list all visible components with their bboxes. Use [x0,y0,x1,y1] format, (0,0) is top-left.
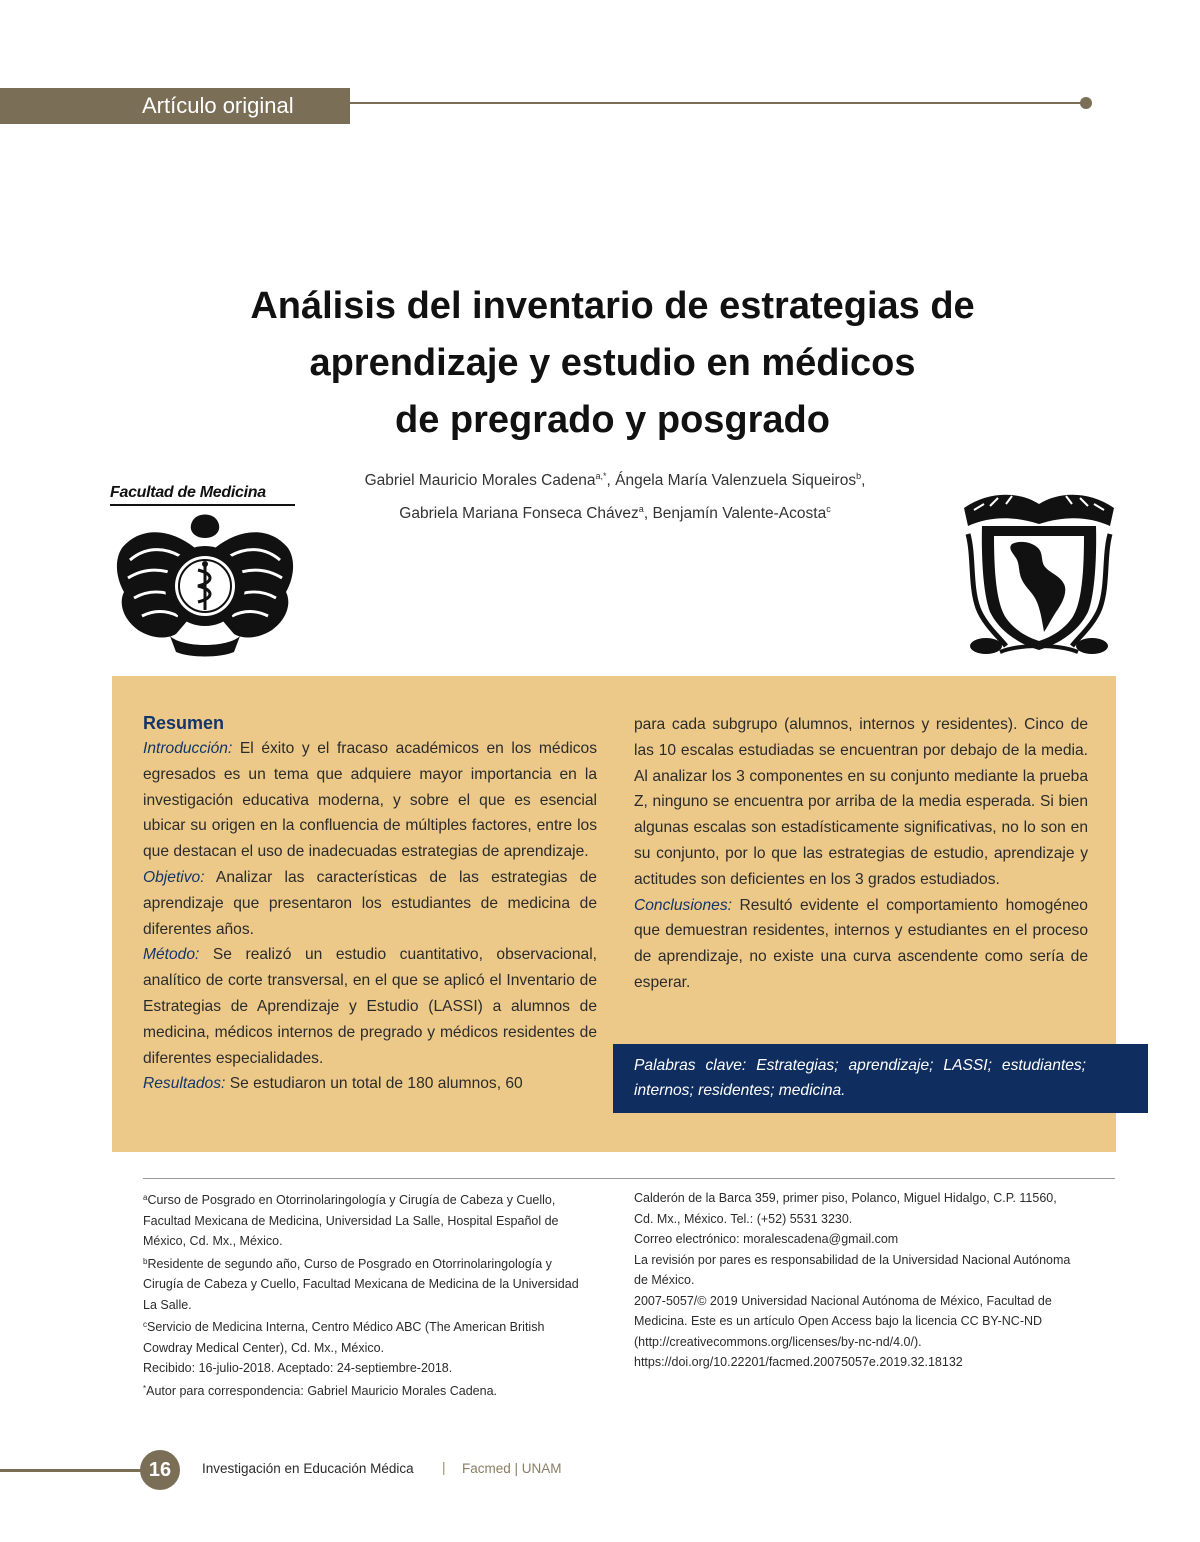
page-number: 16 [140,1450,180,1490]
keywords-box: Palabras clave: Estrategias; aprendizaje; LASSI; estudiantes; internos; residentes; medicina. [613,1044,1148,1113]
affiliation-c-marker: c [143,1320,147,1329]
affiliation-c: $^c$Servicio de Medicina Interna, Centro Médico ABC (The American British Cowdray Medical Center), Cd. Mx., México. [143,1320,545,1355]
corresponding-author: *Autor para correspondencia: Gabriel Mauricio Morales Cadena. [143,1383,497,1398]
title-line-2: aprendizaje y estudio en médicos [309,342,916,384]
article-title [60,278,1165,449]
received-dates: Recibido: 16-julio-2018. Aceptado: 24-septiembre-2018. [143,1361,453,1375]
publisher-name: Facmed | UNAM [462,1461,562,1476]
abstract-column-right [634,712,1088,996]
objective-label: Objetivo: [143,868,205,886]
journal-name: Investigación en Educación Médica [202,1461,414,1476]
correspondence-address: Calderón de la Barca 359, primer piso, Polanco, Miguel Hidalgo, C.P. 11560, Cd. Mx., México. Tel.: (+52) 5531 3230. [634,1191,1057,1226]
title-line-3: de pregrado y posgrado [395,399,830,441]
author-4: Benjamín Valente-Acosta [652,505,827,522]
affiliation-b: $^b$Residente de segundo año, Curso de Posgrado en Otorrinolaringología y Cirugía de Cabeza y Cuello, Facultad Mexicana de Medicina de la Universidad La Salle. [143,1256,579,1312]
footnotes-divider [143,1178,1115,1179]
author-1-affiliation: a,* [595,471,607,481]
method-text: Se realizó un estudio cuantitativo, observacional, analítico de corte transversal, en el que se aplicó el Inventario de Estrategias de Aprendizaje y Estudio (LASSI) a alumnos de medicina, médicos internos de pregrado y médicos residentes de diferentes especialidades. [143,946,597,1067]
abstract-method [143,942,597,1071]
header-rule-dot [1080,97,1092,109]
conclusions-text: Resultó evidente el comportamiento homogéneo que demuestran residentes, internos y estudiantes en el proceso de aprendizaje, no existe una curva ascendente como sería de esperar. [634,896,1088,991]
affiliation-b-marker: b [143,1256,148,1266]
abstract-objective [143,865,597,942]
objective-text: Analizar las características de las estrategias de aprendizaje que presentaron los estudiantes de medicina de diferentes años. [143,868,597,938]
license-note[interactable]: 2007-5057/© 2019 Universidad Nacional Autónoma de México, Facultad de Medicina. Este es un artículo Open Access bajo la licencia CC BY-NC-ND (http://creativecommons.org/licenses/by-nc-nd/4.0/). [634,1293,1052,1349]
abstract-conclusions [634,893,1088,996]
author-2-affiliation: b [856,471,862,481]
introduction-text: El éxito y el fracaso académicos en los médicos egresados es un tema que adquiere mayor importancia en la investigación educativa moderna, y sobre el que es esencial ubicar su origen en la confluencia de múltiples factores, entre los que destacan el uso de inadecuadas estrategias de aprendizaje. [143,740,597,861]
footnotes-left [143,1188,588,1401]
footer-rule [0,1469,160,1472]
author-list: Gabriel Mauricio Morales Cadena$^{a,*}$, Ángela María Valenzuela Siqueiros$^b$, Gabriela Mariana Fonseca Chávez$^a$, Benjamín Valente-Acosta$^c$ [364,471,866,522]
section-label: Artículo original [0,88,350,124]
affiliation-a-marker: a [143,1193,148,1202]
correspondence-email[interactable]: Correo electrónico: moralescadena@gmail.com [634,1232,899,1246]
abstract-introduction [143,736,597,865]
method-label: Método: [143,946,200,964]
corresponding-marker: * [143,1383,147,1393]
author-2: Ángela María Valenzuela Siqueiros [615,472,857,489]
footer-separator: | [442,1460,446,1475]
facultad-medicina-eagle-logo [110,508,300,658]
abstract-results-start [143,1071,597,1097]
conclusions-label: Conclusiones: [634,896,732,914]
results-label: Resultados: [143,1075,226,1093]
results-text-part-1: Se estudiaron un total de 180 alumnos, 60 [229,1075,523,1093]
abstract-column-left [143,710,597,1097]
doi-link[interactable]: https://doi.org/10.22201/facmed.20075057e.2019.32.18132 [634,1355,963,1369]
author-1: Gabriel Mauricio Morales Cadena [364,472,596,489]
footnotes-right [634,1188,1074,1373]
author-3-affiliation: a [638,504,644,514]
abstract-heading: Resumen [143,713,225,733]
header-rule [350,102,1084,104]
introduction-label: Introducción: [143,740,233,757]
affiliation-a: $^a$Curso de Posgrado en Otorrinolaringología y Cirugía de Cabeza y Cuello, Facultad Mexicana de Medicina, Universidad La Salle, Hospital Español de México, Cd. Mx., México. [143,1193,559,1248]
unam-escudo-logo [960,486,1118,658]
peer-review-note: La revisión por pares es responsabilidad de la Universidad Nacional Autónoma de México. [634,1252,1071,1287]
results-text-part-2: para cada subgrupo (alumnos, internos y residentes). Cinco de las 10 escalas estudiadas se encuentran por debajo de la media. Al analizar los 3 componentes en su conjunto mediante la prueba Z, ninguno se encuentra por arriba de la media esperada. Si bien algunas escalas son estadísticamente significativas, no lo son en su conjunto, por lo que las estrategias de estudio, aprendizaje y actitudes son deficientes en los 3 grados estudiados. [634,716,1088,888]
author-4-affiliation: c [826,504,831,514]
title-line-1: Análisis del inventario de estrategias de [250,285,975,327]
facultad-medicina-logo-label: Facultad de Medicina [110,482,295,506]
author-3: Gabriela Mariana Fonseca Chávez [399,505,639,522]
